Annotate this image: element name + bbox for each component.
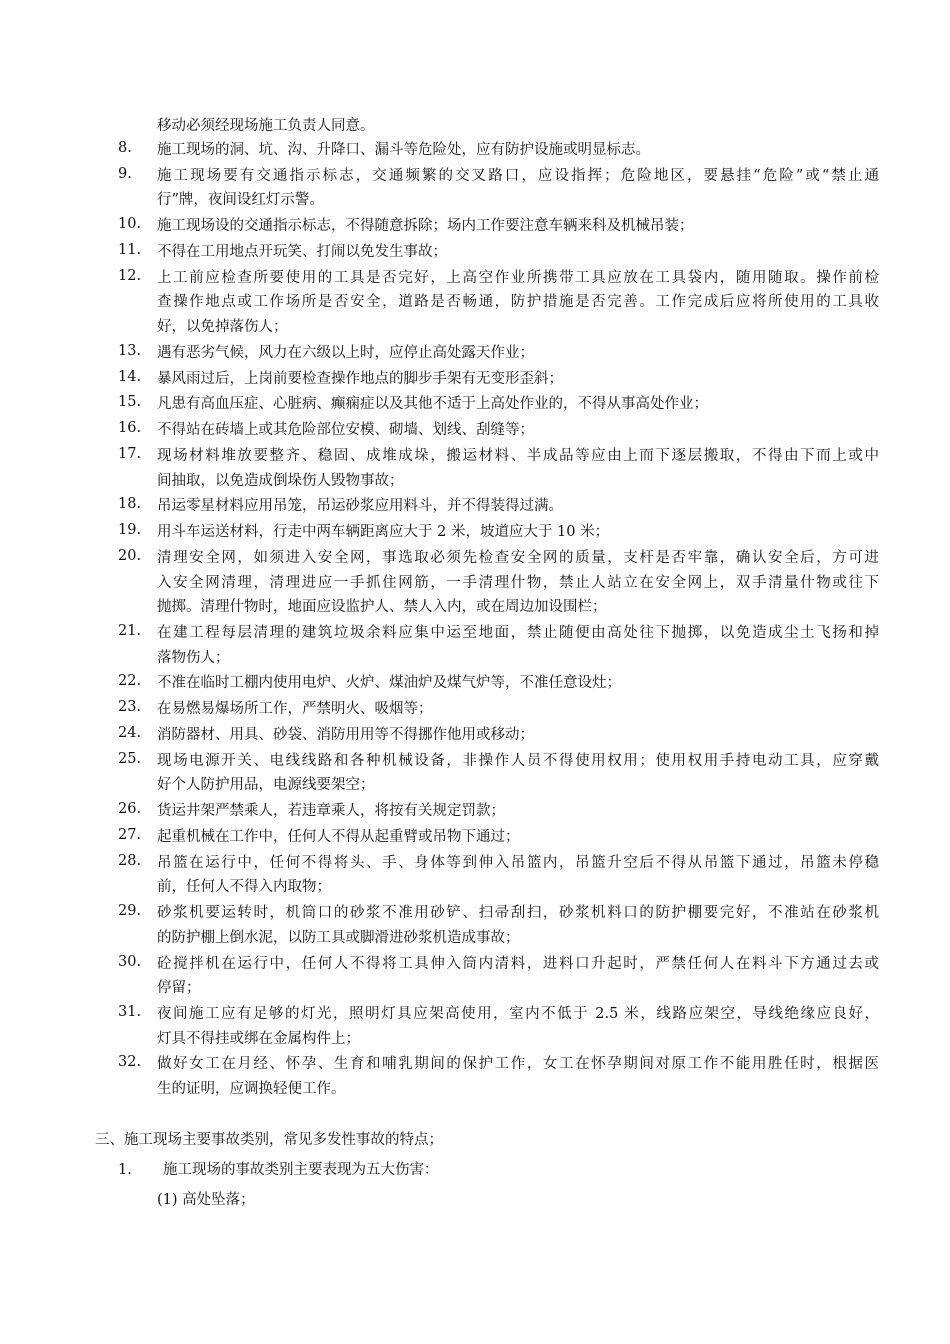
list-item-line: 现场电源开关、电线线路和各种机械设备，非操作人员不得使用权用；使用权用手持电动工具，应穿戴 [157,752,879,769]
list-item-line: 用斗车运送材料，行走中两车辆距离应大于 2 米，坡道应大于 10 米； [157,524,610,541]
list-item-number: 16. [118,420,142,437]
list-item-line: 吊篮在运行中，任何不得将头、手、身体等到伸入吊篮内，吊篮升空后不得从吊篮下通过，吊篮未停稳 [157,854,879,871]
list-item-number: 22. [118,673,142,690]
list-item-line: 吊运零星材料应用吊笼，吊运砂浆应用料斗，并不得装得过满。 [157,498,563,515]
list-item-number: 12. [118,267,142,284]
list-item-text [157,214,879,239]
list-item-number: 13. [118,342,142,359]
list-item-number: 29. [118,903,142,920]
list-item-text [157,138,879,163]
list-item-number: 21. [118,623,142,639]
list-item-text [157,825,879,850]
list-item-text [157,520,879,545]
sub-item-number: 1. [118,1162,132,1178]
list-item-text [157,266,879,340]
list-item-line: 遇有恶劣气候，风力在六级以上时，应停止高处露天作业； [157,344,534,361]
list-item-line: 生的证明，应调换轻便工作。 [157,1080,346,1097]
list-item-text [157,723,879,748]
sub-item-text: 施工现场的事故类别主要表现为五大伤害： [163,1162,439,1178]
list-item-number: 20. [118,548,142,564]
list-item-line: 间抽取，以免造成倒垛伤人毁物事故； [157,472,404,489]
list-item-line: 灯具不得挂或绑在金属构件上； [157,1030,360,1047]
list-item-line: 行”牌，夜间设红灯示警。 [157,192,324,209]
list-item-line: 施工现场设的交通指示标志，不得随意拆除；场内工作要注意车辆来科及机械吊装； [157,218,694,235]
list-item-line: 清理安全网，如须进入安全网，事选取必须先检查安全网的质量，支杆是否牢靠，确认安全后，方可进 [157,550,879,566]
list-item-line: 在易燃易爆场所工作，严禁明火、吸烟等； [157,701,433,718]
list-item-text [157,546,879,620]
list-item-text [157,1052,879,1101]
list-item-line: 砂浆机要运转时，机筒口的砂浆不准用砂铲、扫帚刮扫，砂浆机料口的防护棚要完好，不准站在砂浆机 [157,905,879,922]
list-item-line: 落物伤人； [157,649,230,666]
list-item-text [157,952,879,1001]
list-item-text [157,749,879,798]
section-heading: 三、施工现场主要事故类别，常见多发性事故的特点； [95,1132,443,1148]
list-item-number: 23. [118,699,142,716]
list-item-line: 上工前应检查所要使用的工具是否完好，上高空作业所携带工具应放在工具袋内，随用随取。操作前检 [157,269,879,286]
list-item-line: 货运井架严禁乘人，若违章乘人，将按有关规定罚款； [157,803,505,820]
list-item-line: 消防器材、用具、砂袋、消防用用等不得挪作他用或移动； [157,727,534,743]
list-item-number: 19. [118,522,142,539]
list-item-number: 17. [118,446,142,462]
list-item-number: 9. [118,165,132,182]
list-item-line: 不准在临时工棚内使用电炉、火炉、煤油炉及煤气炉等，不准任意设灶； [157,675,621,692]
list-item-line: 做好女工在月经、怀孕、生育和哺乳期间的保护工作，女工在怀孕期间对原工作不能用胜任时，根据医 [157,1056,879,1073]
list-item-number: 24. [118,725,142,741]
list-item-text [157,164,879,213]
list-item-number: 28. [118,852,142,869]
list-item-number: 18. [118,496,142,513]
list-item-line: 好，以免掉落伤人； [157,318,288,335]
list-item-text [157,494,879,519]
list-item-text [157,697,879,722]
list-item-line: 起重机械在工作中，任何人不得从起重臂或吊物下通过； [157,829,520,845]
list-item-line: 前，任何人不得入内取物； [157,879,331,896]
list-item-text [157,392,879,417]
list-item-text [157,621,879,670]
list-item-line: 砼搅拌机在运行中，任何人不得将工具伸入筒内清料，进料口升起时，严禁任何人在料斗下方通过去或 [157,955,879,972]
list-item-number: 30. [118,953,142,970]
list-item-line: 好个人防护用品，电源线要架空； [157,777,375,794]
list-item-text [157,341,879,366]
list-item-line: 现场材料堆放要整齐、稳固、成堆成垛，搬运材料、半成品等应由上而下逐层搬取，不得由下而上或中 [157,448,879,464]
list-item-text [157,240,879,265]
list-item-text [157,901,879,950]
list-item-line: 夜间施工应有足够的灯光，照明灯具应架高使用，室内不低于 2.5 米，线路应架空，导线绝缘应良好， [157,1006,879,1022]
list-item-text [157,851,879,900]
list-item-line: 施工现场要有交通指示标志，交通频繁的交叉路口，应设指挥；危险地区，要悬挂“危险”或“禁止通 [157,167,879,184]
list-item-line: 入安全网清理，清理进应一手抓住网筋，一手清理什物，禁止人站立在安全网上，双手清量什物或往下 [157,574,879,591]
list-item-text [157,671,879,696]
list-item-line: 凡患有高血压症、心脏病、癫痫症以及其他不适于上高处作业的，不得从事高处作业； [157,396,708,413]
sub-sub-item: (1) 高处坠落； [157,1192,255,1208]
list-item-number: 14. [118,368,142,385]
list-item-line: 在建工程每层清理的建筑垃圾余料应集中运至地面，禁止随便由高处往下抛掷，以免造成尘土飞扬和掉 [157,625,879,641]
list-item-text [157,367,879,392]
list-item-line: 停留； [157,980,201,997]
list-item-text [157,799,879,824]
list-item-line: 施工现场的洞、坑、沟、升降口、漏斗等危险处，应有防护设施或明显标志。 [157,142,650,158]
list-item-line: 暴风雨过后，上岗前要检查操作地点的脚步手架有无变形歪斜； [157,370,563,387]
list-item-line: 不得在工用地点开玩笑、打闹以免发生事故； [157,244,447,260]
list-item-number: 10. [118,216,142,233]
list-item-number: 32. [118,1054,142,1071]
list-item-line: 不得站在砖墙上或其危险部位安模、砌墙、划线、刮缝等； [157,422,534,439]
list-item-number: 31. [118,1004,142,1020]
continuation-line: 移动必须经现场施工负责人同意。 [157,118,375,134]
list-item-number: 11. [118,242,142,258]
list-item-line: 的防护棚上倒水泥，以防工具或脚滑进砂浆机造成事故； [157,929,520,946]
list-item-line: 查操作地点或工作场所是否安全，道路是否畅通，防护措施是否完善。工作完成后应将所使用的工具收 [157,294,879,311]
list-item-number: 27. [118,827,142,843]
list-item-number: 15. [118,394,142,411]
list-item-text [157,444,879,493]
list-item-number: 25. [118,750,142,767]
list-item-line: 抛掷。清理什物时，地面应设监护人、禁人入内，或在周边加设围栏； [157,599,607,616]
list-item-number: 8. [118,140,132,156]
list-item-text [157,1002,879,1051]
list-item-text [157,418,879,443]
list-item-number: 26. [118,801,142,818]
